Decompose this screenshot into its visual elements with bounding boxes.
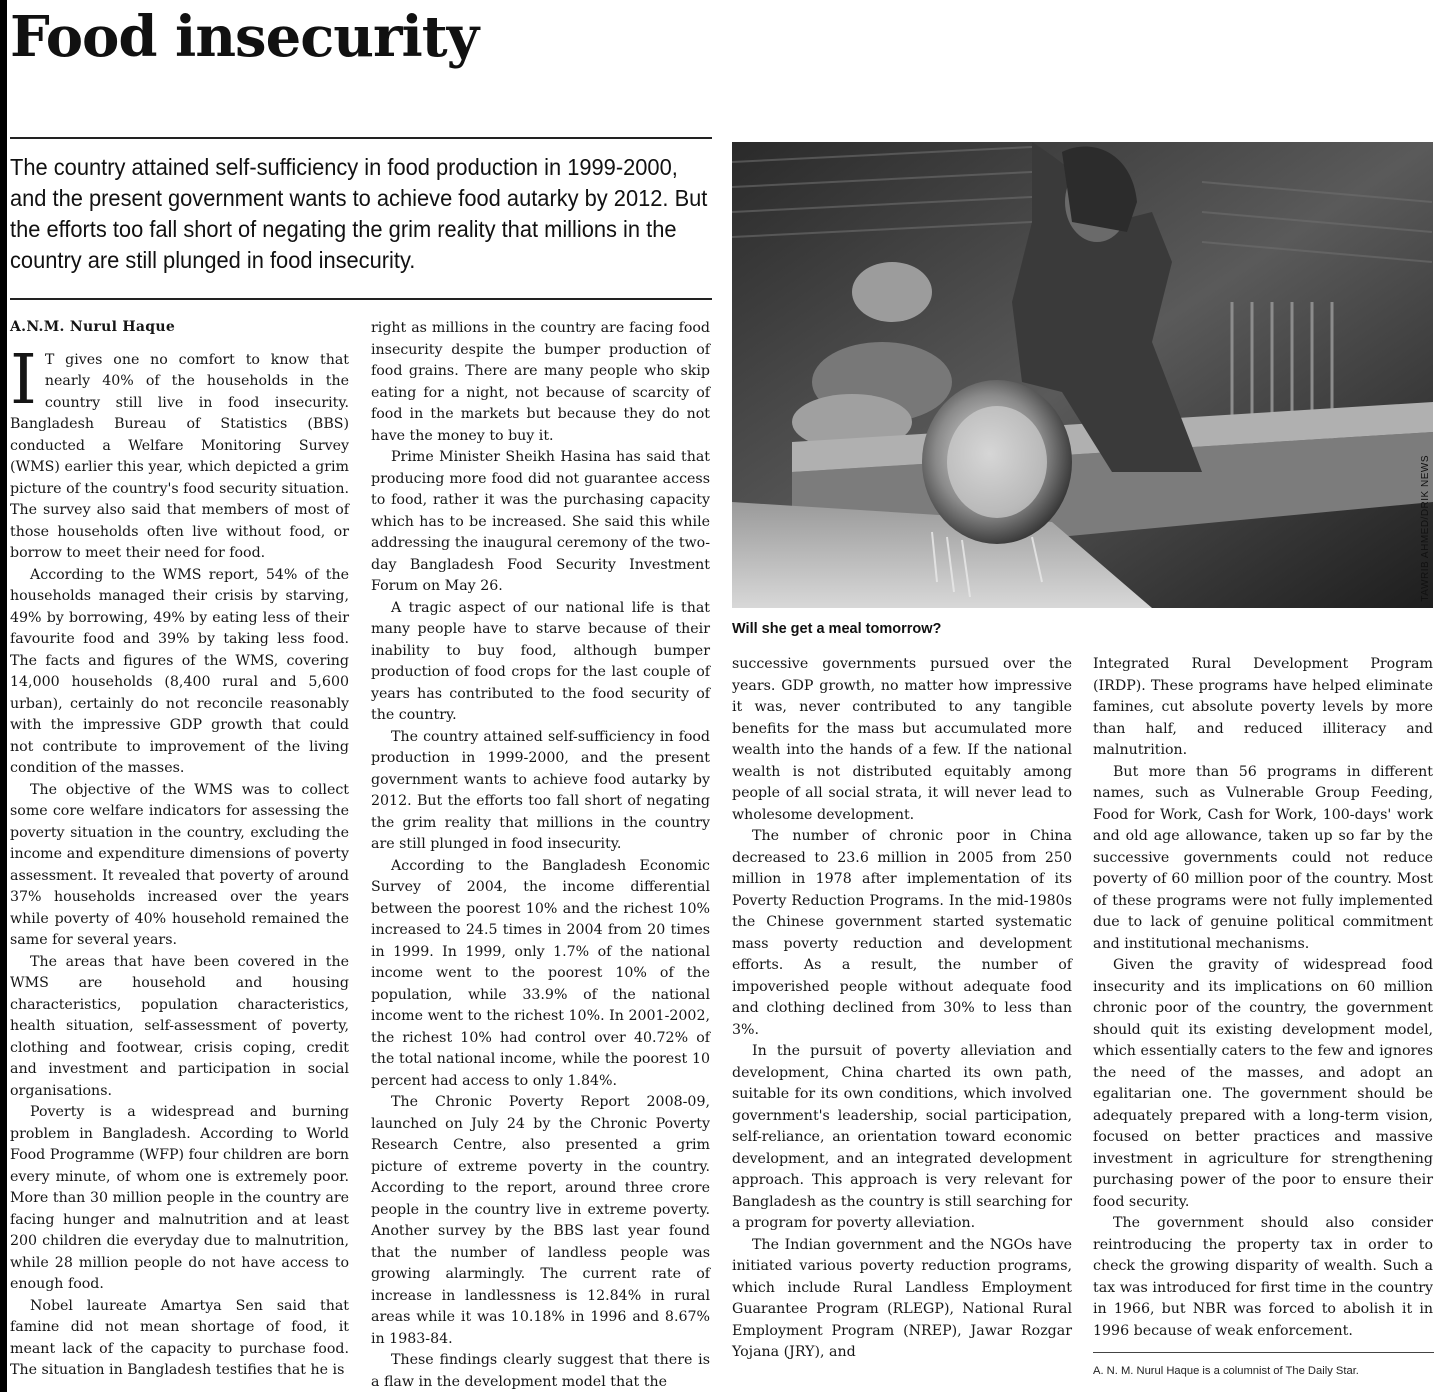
paragraph: The Indian government and the NGOs have initiated various poverty reduction programs, which include Rural Landless Employment Guarantee Program (RLEGP), National Rural Employment Program (NREP), Jawar Rozgar Yojana (JRY), and: [732, 1236, 1072, 1360]
paragraph: The Chronic Poverty Report 2008-09, launched on July 24 by the Chronic Poverty Research Centre, also presented a grim picture of extreme poverty in the country. According to the report, around three crore people in the country live in extreme poverty. Another survey by the BBS last year found that the number of landless people was growing alarmingly. The current rate of increase in landlessness is 12.84% in rural areas while it was 10.18% in 1996 and 8.67% in 1983-84.: [371, 1094, 710, 1347]
photo-credit: TAWRIB AHMED/DRIK NEWS: [1420, 455, 1431, 602]
deck-summary: The country attained self-sufficiency in food production in 1999-2000, and the present government wants to achieve food autarky by 2012. But the efforts too fall short of negating the grim reality that millions in the country are still plunged in food insecurity.: [10, 154, 708, 273]
page-edge-bar: [0, 0, 7, 1392]
footnote-rule: [1093, 1352, 1434, 1353]
photo-illustration: [732, 142, 1433, 608]
paragraph: These findings clearly suggest that there is a flaw in the development model that the: [371, 1352, 710, 1390]
paragraph: The objective of the WMS was to collect some core welfare indicators for assessing the poverty situation in the country, excluding the income and expenditure dimensions of poverty assessment. It revealed that poverty of around 37% households increased over the years while poverty of 40% household remained the same for several years.: [10, 781, 349, 948]
paragraph: right as millions in the country are facing food insecurity despite the bumper production of food grains. There are many people who skip eating for a night, not because of scarcity of food in the markets but because they do not have the money to buy it.: [371, 320, 710, 444]
paragraph: In the pursuit of poverty alleviation and development, China charted its own path, suitable for its own conditions, which involved government's leadership, social participation, self-reliance, an orientation toward economic development, and an integrated development approach. This approach is very relevant for Bangladesh as the country is still searching for a program for poverty alleviation.: [732, 1043, 1072, 1231]
paragraph: Nobel laureate Amartya Sen said that famine did not mean shortage of food, it meant lack of the capacity to purchase food. The situation in Bangladesh testifies that he is: [10, 1297, 349, 1378]
deck-bottom-rule: [10, 298, 712, 300]
paragraph: A tragic aspect of our national life is that many people have to starve because of their inability to buy food, although bumper production of food crops for the last couple of years has contributed to the food security of the country.: [371, 599, 710, 723]
article-column-2: [371, 318, 710, 1393]
photo-caption: Will she get a meal tomorrow?: [732, 621, 942, 637]
paragraph: Prime Minister Sheikh Hasina has said that producing more food did not guarantee access to food, rather it was the purchasing capacity which has to be increased. She said this while addressing the inaugural ceremony of the two-day Bangladesh Food Security Investment Forum on May 26.: [371, 449, 710, 594]
paragraph: The government should also consider reintroducing the property tax in order to check the growing disparity of wealth. Such a tax was introduced for first time in the country in 1966, but NBR was forced to abolish it in 1996 because of weak enforcement.: [1093, 1215, 1433, 1339]
paragraph: Given the gravity of widespread food insecurity and its implications on 60 million chronic poor of the country, the government should quit its existing development model, which essentially caters to the few and ignores the need of the masses, and adopt an egalitarian one. The government should be adequately prepared with a long-term vision, focused on better practices and massive investment in agriculture for strengthening purchasing power of the poor to ensure their food security.: [1093, 957, 1433, 1210]
paragraph: successive governments pursued over the years. GDP growth, no matter how impressive it was, never contributed to any tangible benefits for the mass but accumulated more wealth into the hands of a few. If the national wealth is not distributed equitably among people of all social strata, it will never lead to wholesome development.: [732, 656, 1072, 823]
article-column-3: [732, 654, 1072, 1364]
deck-top-rule: [10, 137, 712, 139]
paragraph: But more than 56 programs in different names, such as Vulnerable Group Feeding, Food for Work, Cash for Work, 100-days' work and old age allowance, taken up so far by the successive governments could not reduce poverty of 60 million poor of the country. Most of these programs were not fully implemented due to lack of genuine political commitment and institutional mechanisms.: [1093, 763, 1433, 952]
paragraph: According to the WMS report, 54% of the households managed their crisis by starving, 49% by borrowing, 49% by eating less of their favourite food and 39% by taking less food. The facts and figures of the WMS, covering 14,000 households (8,400 rural and 5,600 urban), certainly do not reconcile reasonably with the impressive GDP growth that could not contribute to improvement of the living condition of the masses.: [10, 566, 349, 776]
headline: Food insecurity: [10, 4, 479, 70]
paragraph: The areas that have been covered in the WMS are household and housing characteristics, population characteristics, health situation, self-assessment of poverty, clothing and footwear, crisis coping, credit and investment and participation in social organisations.: [10, 953, 349, 1099]
paragraph: T gives one no comfort to know that nearly 40% of the households in the country still live in food insecurity. Bangladesh Bureau of Statistics (BBS) conducted a Welfare Monitoring Survey (WMS) earlier this year, which depicted a grim picture of the country's food security situation. The survey also said that members of most of those households often live without food, or borrow to meet their need for food.: [10, 351, 349, 561]
paragraph: Integrated Rural Development Program (IRDP). These programs have helped eliminate famines, cut absolute poverty levels by more than half, and reduced illiteracy and malnutrition.: [1093, 656, 1433, 758]
news-photo: [732, 142, 1433, 608]
paragraph: Poverty is a widespread and burning problem in Bangladesh. According to World Food Programme (WFP) four children are born every minute, of whom one is extremely poor. More than 30 million people in the country are facing hunger and malnutrition and at least 200 children die everyday due to malnutrition, while 28 million people do not have access to enough food.: [10, 1104, 349, 1292]
article-column-1: [10, 317, 349, 1382]
drop-cap: I: [10, 340, 37, 420]
paragraph: The country attained self-sufficiency in food production in 1999-2000, and the present government wants to achieve food autarky by 2012. But the efforts too fall short of negating the grim reality that millions in the country are still plunged in food insecurity.: [371, 728, 710, 852]
paragraph: The number of chronic poor in China decreased to 23.6 million in 2005 from 250 million in 1978 after implementation of its Poverty Reduction Programs. In the mid-1980s the Chinese government started systematic mass poverty reduction and development efforts. As a result, the number of impoverished people without adequate food and clothing declined from 30% to less than 3%.: [732, 828, 1072, 1038]
byline: A.N.M. Nurul Haque: [10, 319, 176, 335]
article-column-4: [1093, 654, 1433, 1342]
paragraph: According to the Bangladesh Economic Survey of 2004, the income differential between the poorest 10% and the richest 10% increased to 24.5 times in 2004 from 20 times in 1999. In 1999, only 1.7% of the national income went to the poorest 10% of the population, while 33.9% of the national income went to the richest 10%. In 2001-2002, the richest 10% had control over 40.72% of the total national income, while the poorest 10 percent had access to only 1.84%.: [371, 857, 710, 1089]
author-note: A. N. M. Nurul Haque is a columnist of The Daily Star.: [1093, 1365, 1359, 1377]
